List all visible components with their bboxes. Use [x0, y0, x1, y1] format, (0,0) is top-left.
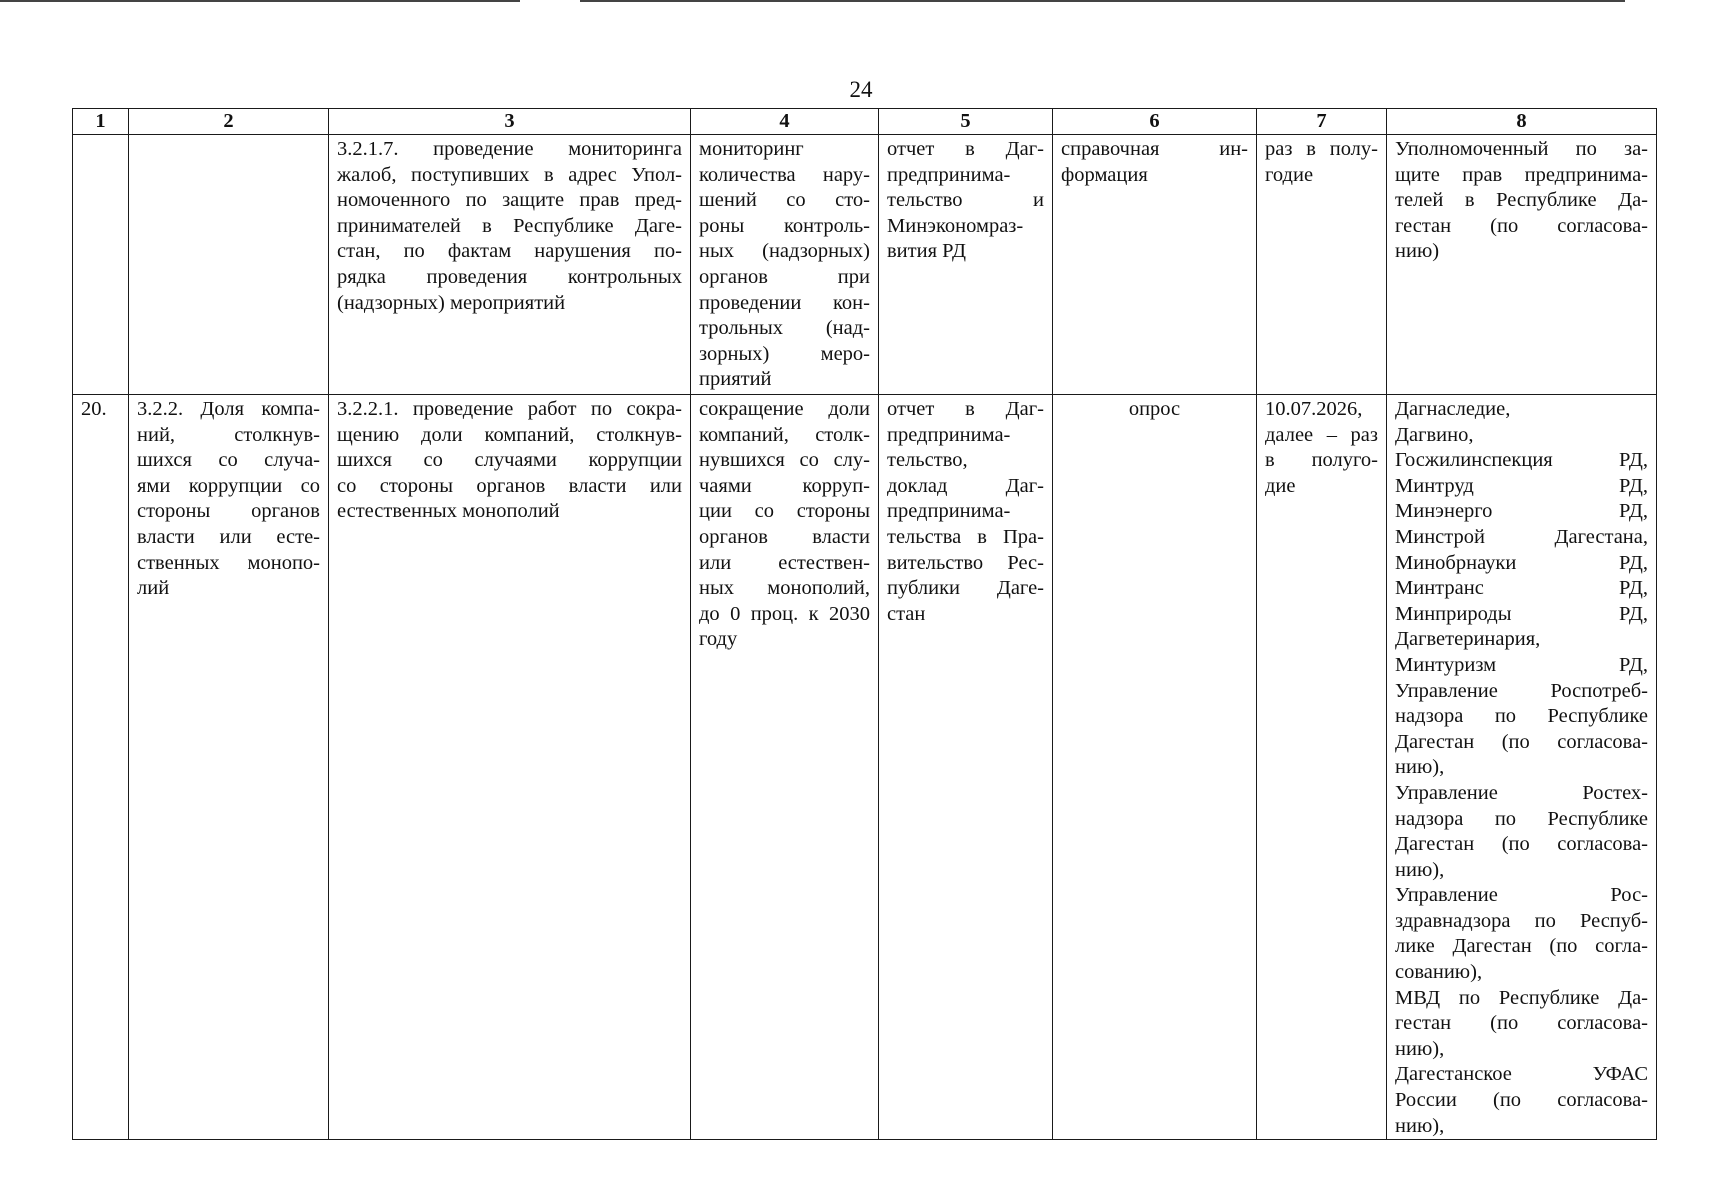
cell-text-line: Минобрнауки РД, [1395, 551, 1648, 574]
cell-text-line: раз в полу- [1265, 138, 1378, 160]
cell-text-line: компаний, столк- [699, 423, 870, 446]
indicator-cell [129, 135, 329, 395]
cell-text-line: шихся со случаями коррупции [337, 449, 682, 472]
cell-text-line: Минприроды РД, [1395, 602, 1648, 625]
cell-text-line: публики Даге- [887, 577, 1044, 600]
cell-text-line: тельства в Пра- [887, 525, 1044, 548]
cell-text-line: отчет в Даг- [887, 138, 1044, 160]
cell-text-line: предпринима- [887, 163, 1011, 186]
cell-text-line: естественных монополий [337, 500, 560, 523]
cell-text-line: лий [137, 577, 170, 600]
deadline-cell [1257, 135, 1387, 395]
table-row [73, 135, 1657, 395]
cell-text-line: Минтруд РД, [1395, 474, 1648, 497]
cell-text-line: Управление Ростех- [1395, 781, 1648, 804]
cell-text-line: Минтранс РД, [1395, 577, 1648, 600]
cell-text-line: стан [887, 602, 926, 625]
header-cell: 3 [329, 109, 691, 135]
cell-text-line: тельство, [887, 449, 968, 472]
cell-text-line: органов власти [699, 525, 870, 548]
plan-table [72, 108, 1657, 1140]
header-cell: 7 [1257, 109, 1387, 135]
cell-text-line: сованию), [1395, 961, 1483, 984]
cell-text-line: жалоб, поступивших в адрес Упол- [337, 163, 682, 186]
cell-text-line: предпринима- [887, 500, 1011, 523]
cell-text-line: 3.2.2. Доля компа- [137, 398, 320, 420]
cell-text-line: 3.2.2.1. проведение работ по сокра- [337, 398, 682, 420]
cell-text-line: нувшихся со слу- [699, 449, 870, 472]
cell-text-line: Дагестан (по согласова- [1395, 833, 1648, 856]
responsible-cell [1387, 135, 1657, 395]
header-cell: 2 [129, 109, 329, 135]
cell-text-line: отчет в Даг- [887, 398, 1044, 420]
cell-text-line: вительство Рес- [887, 551, 1044, 574]
cell-text-line: нию), [1395, 1037, 1445, 1060]
cell-text-line: количества нару- [699, 163, 870, 186]
cell-text-line: Госжилинспекция РД, [1395, 449, 1648, 472]
cell-text-line: годие [1265, 163, 1314, 186]
row-number-cell: 20. [73, 395, 129, 1140]
cell-text-line: Дагестан (по согласова- [1395, 730, 1648, 753]
cell-text-line: ции со стороны [699, 500, 870, 523]
cell-text-line: номоченного по защите прав пред- [337, 189, 682, 212]
result-cell [691, 395, 879, 1140]
cell-text-line: ями коррупции со [137, 474, 320, 497]
cell-text-line: Дагветеринария, [1395, 628, 1541, 651]
cell-text-line: проведении кон- [699, 291, 870, 314]
cell-text-line: Дагестанское УФАС [1395, 1063, 1648, 1086]
cell-text-line: надзора по Республике [1395, 705, 1648, 728]
cell-text-line: шений со сто- [699, 189, 870, 212]
cell-text-line: ных (надзорных) [699, 240, 870, 263]
cell-text-line: власти или есте- [137, 525, 320, 548]
cell-text-line: телей в Республике Да- [1395, 189, 1648, 212]
cell-text-line: Управление Роспотреб- [1395, 679, 1648, 702]
cell-text-line: Дагнаследие, [1395, 398, 1511, 420]
cell-text-line: вития РД [887, 240, 966, 263]
cell-text-line: Уполномоченный по за- [1395, 138, 1648, 160]
cell-text-line: со стороны органов власти или [337, 474, 682, 497]
scan-edge-mark [1095, 0, 1625, 2]
cell-text-line: трольных (над- [699, 317, 870, 340]
cell-text-line: гестан (по согласова- [1395, 214, 1648, 237]
header-cell: 4 [691, 109, 879, 135]
cell-text-line: стан, по фактам нарушения по- [337, 240, 682, 263]
responsible-cell [1387, 395, 1657, 1140]
cell-text-line: рядка проведения контрольных [337, 265, 682, 288]
cell-text-line: Минэкономраз- [887, 214, 1024, 237]
cell-text-line: ний, столкнув- [137, 423, 320, 446]
report-cell [879, 395, 1053, 1140]
cell-text-line: нию) [1395, 240, 1440, 263]
cell-text-line: предпринима- [887, 423, 1011, 446]
cell-text-line: нию), [1395, 1114, 1445, 1137]
column-number-header [73, 109, 1657, 135]
scan-edge-mark [0, 0, 520, 2]
cell-text-line: сокращение доли [699, 398, 870, 420]
header-cell: 1 [73, 109, 129, 135]
deadline-cell [1257, 395, 1387, 1140]
cell-text-line: тельство и [887, 189, 1044, 212]
cell-text-line: нию), [1395, 756, 1445, 779]
cell-text-line: ных монополий, [699, 577, 870, 600]
cell-text-line: приятий [699, 368, 772, 391]
scan-edge-mark [580, 0, 1100, 2]
cell-text-line: здравнадзора по Респуб- [1395, 909, 1648, 932]
activity-cell [329, 135, 691, 395]
cell-text-line: до 0 проц. к 2030 [699, 602, 870, 625]
cell-text-line: МВД по Республике Да- [1395, 986, 1648, 1009]
cell-text-line: Минэнерго РД, [1395, 500, 1648, 523]
result-cell [691, 135, 879, 395]
table-row [73, 395, 1657, 1140]
cell-text-line: дие [1265, 474, 1296, 497]
cell-text-line: органов при [699, 265, 870, 288]
cell-text-line: формация [1061, 163, 1148, 186]
activity-cell [329, 395, 691, 1140]
report-cell [879, 135, 1053, 395]
cell-text-line: надзора по Республике [1395, 807, 1648, 830]
cell-text-line: доклад Даг- [887, 474, 1044, 497]
cell-text-line: 10.07.2026, [1265, 398, 1363, 420]
cell-text-line: или естествен- [699, 551, 870, 574]
cell-text-line: далее – раз [1265, 423, 1378, 446]
header-cell: 8 [1387, 109, 1657, 135]
cell-text-line: стороны органов [137, 500, 320, 523]
cell-text-line: шихся со случа- [137, 449, 320, 472]
indicator-cell [129, 395, 329, 1140]
cell-text-line: Управление Рос- [1395, 884, 1648, 907]
cell-text-line: справочная ин- [1061, 138, 1248, 160]
cell-text-line: ственных монопо- [137, 551, 320, 574]
cell-text-line: гестан (по согласова- [1395, 1012, 1648, 1035]
cell-text-line: нию), [1395, 858, 1445, 881]
source-cell: опрос [1053, 395, 1257, 1140]
cell-text-line: (надзорных) мероприятий [337, 291, 566, 314]
cell-text-line: Дагвино, [1395, 423, 1474, 446]
row-number-cell [73, 135, 129, 395]
cell-text-line: щите прав предпринима- [1395, 163, 1648, 186]
cell-text-line: принимателей в Республике Даге- [337, 214, 682, 237]
cell-text-line: Минтуризм РД, [1395, 653, 1648, 676]
cell-text-line: 3.2.1.7. проведение мониторинга [337, 138, 682, 160]
header-cell: 5 [879, 109, 1053, 135]
header-cell: 6 [1053, 109, 1257, 135]
cell-text-line: году [699, 628, 738, 651]
cell-text-line: щению доли компаний, столкнув- [337, 423, 682, 446]
cell-text-line: роны контроль- [699, 214, 870, 237]
cell-text-line: мониторинг [699, 138, 804, 160]
cell-text-line: чаями корруп- [699, 474, 870, 497]
source-cell [1053, 135, 1257, 395]
cell-text-line: в полуго- [1265, 449, 1378, 472]
cell-text-line: Минстрой Дагестана, [1395, 525, 1648, 548]
page-number: 24 [849, 77, 873, 102]
cell-text-line: зорных) меро- [699, 342, 870, 365]
cell-text-line: России (по согласова- [1395, 1089, 1648, 1112]
cell-text-line: лике Дагестан (по согла- [1395, 935, 1648, 958]
